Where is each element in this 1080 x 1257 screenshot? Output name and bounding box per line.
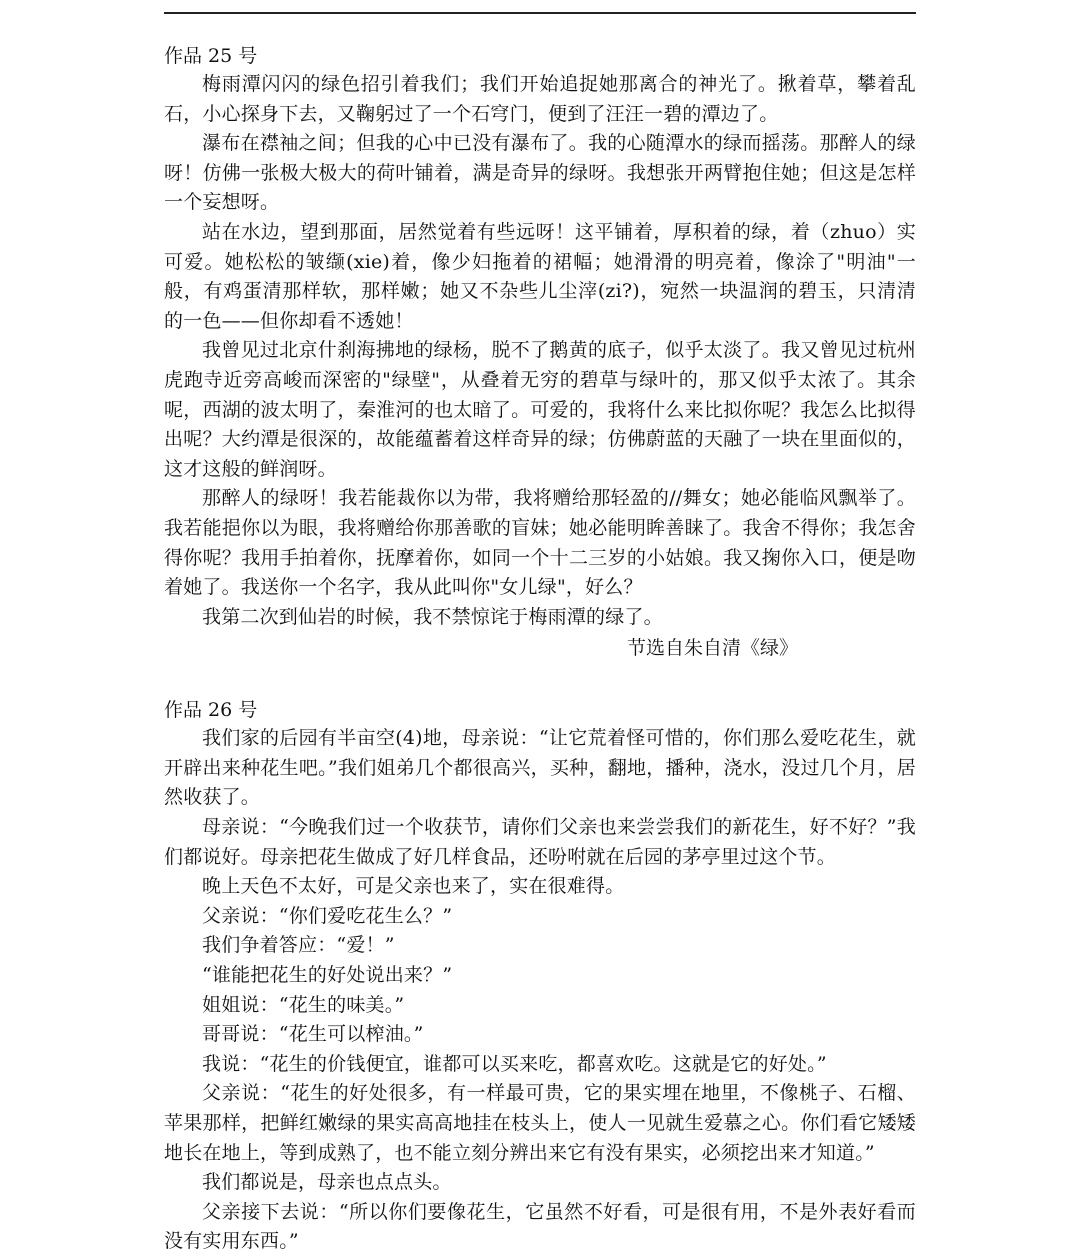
piece-26-paragraph: 姐姐说：“花生的味美。” (202, 993, 405, 1016)
piece-26-paragraph: “谁能把花生的好处说出来？” (202, 964, 453, 987)
piece-25-section (164, 42, 916, 662)
piece-25-paragraph: 梅雨潭闪闪的绿色招引着我们；我们开始追捉她那离合的神光了。揪着草，攀着乱石，小心探身下去，又鞠躬过了一个石穹门，便到了汪汪一碧的潭边了。 (164, 73, 916, 125)
piece-26-paragraph: 父亲说：“花生的好处很多，有一样最可贵，它的果实埋在地里，不像桃子、石榴、苹果那样，把鲜红嫩绿的果实高高地挂在枝头上，使人一见就生爱慕之心。你们看它矮矮地长在地上，等到成熟了，也不能立刻分辨出来它有没有果实，必须挖出来才知道。” (164, 1082, 916, 1164)
piece-26-paragraph: 父亲接下去说：“所以你们要像花生，它虽然不好看，可是很有用，不是外表好看而没有实用东西。” (164, 1200, 916, 1253)
document-body (164, 40, 916, 1257)
piece-25-heading: 作品 25 号 (164, 45, 258, 67)
piece-26-paragraph: 母亲说：“今晚我们过一个收获节，请你们父亲也来尝尝我们的新花生，好不好？”我们都说好。母亲把花生做成了好几样食品，还吩咐就在后园的茅亭里过这个节。 (164, 816, 916, 868)
section-spacer (164, 662, 916, 694)
top-divider (164, 12, 916, 14)
piece-25-paragraph: 我第二次到仙岩的时候，我不禁惊诧于梅雨潭的绿了。 (202, 605, 663, 628)
piece-26-paragraph: 我们都说是，母亲也点点头。 (202, 1171, 452, 1194)
piece-26-paragraph: 我说：“花生的价钱便宜，谁都可以买来吃，都喜欢吃。这就是它的好处。” (202, 1052, 827, 1075)
piece-26-paragraph: 我们争着答应：“爱！” (202, 934, 395, 957)
piece-25-paragraph: 那醉人的绿呀！我若能裁你以为带，我将赠给那轻盈的//舞女；她必能临风飘举了。我若能挹你以为眼，我将赠给你那善歌的盲妹；她必能明眸善睐了。我舍不得你；我怎舍得你呢？我用手拍着你，抚摩着你，如同一个十二三岁的小姑娘。我又掬你入口，便是吻着她了。我送你一个名字，我从此叫你"女儿绿"，好么？ (164, 487, 916, 599)
piece-26-heading: 作品 26 号 (164, 699, 258, 722)
piece-26-paragraph: 父亲说：“你们爱吃花生么？” (202, 904, 453, 927)
piece-25-paragraph: 我曾见过北京什刹海拂地的绿杨，脱不了鹅黄的底子，似乎太淡了。我又曾见过杭州虎跑寺近旁高峻而深密的"绿壁"，从叠着无穷的碧草与绿叶的，那又似乎太浓了。其余呢，西湖的波太明了，秦淮河的也太暗了。可爱的，我将什么来比拟你呢？我怎么比拟得出呢？大约潭是很深的，故能蕴蓄着这样奇异的绿；仿佛蔚蓝的天融了一块在里面似的，这才这般的鲜润呀。 (164, 339, 916, 480)
piece-25-paragraph: 站在水边，望到那面，居然觉着有些远呀！这平铺着，厚积着的绿，着（zhuo）实可爱。她松松的皱缬(xie)着，像少妇拖着的裙幅；她滑滑的明亮着，像涂了"明油"一般，有鸡蛋清那样软，那样嫩；她又不杂些儿尘滓(zi?)，宛然一块温润的碧玉，只清清的一色——但你却看不透她！ (164, 220, 916, 332)
piece-26-paragraph: 晚上天色不太好，可是父亲也来了，实在很难得。 (202, 875, 625, 898)
piece-25-paragraph: 瀑布在襟袖之间；但我的心中已没有瀑布了。我的心随潭水的绿而摇荡。那醉人的绿呀！仿佛一张极大极大的荷叶铺着，满是奇异的绿呀。我想张开两臂抱住她；但这是怎样一个妄想呀。 (164, 132, 916, 214)
piece-26-section (164, 696, 916, 1257)
piece-25-source: 节选自朱自清《绿》 (626, 637, 798, 660)
piece-26-paragraph: 哥哥说：“花生可以榨油。” (202, 1023, 424, 1046)
piece-26-paragraph: 我们家的后园有半亩空(4)地，母亲说：“让它荒着怪可惜的，你们那么爱吃花生，就开辟出来种花生吧。”我们姐弟几个都很高兴，买种，翻地，播种，浇水，没过几个月，居然收获了。 (164, 727, 916, 809)
